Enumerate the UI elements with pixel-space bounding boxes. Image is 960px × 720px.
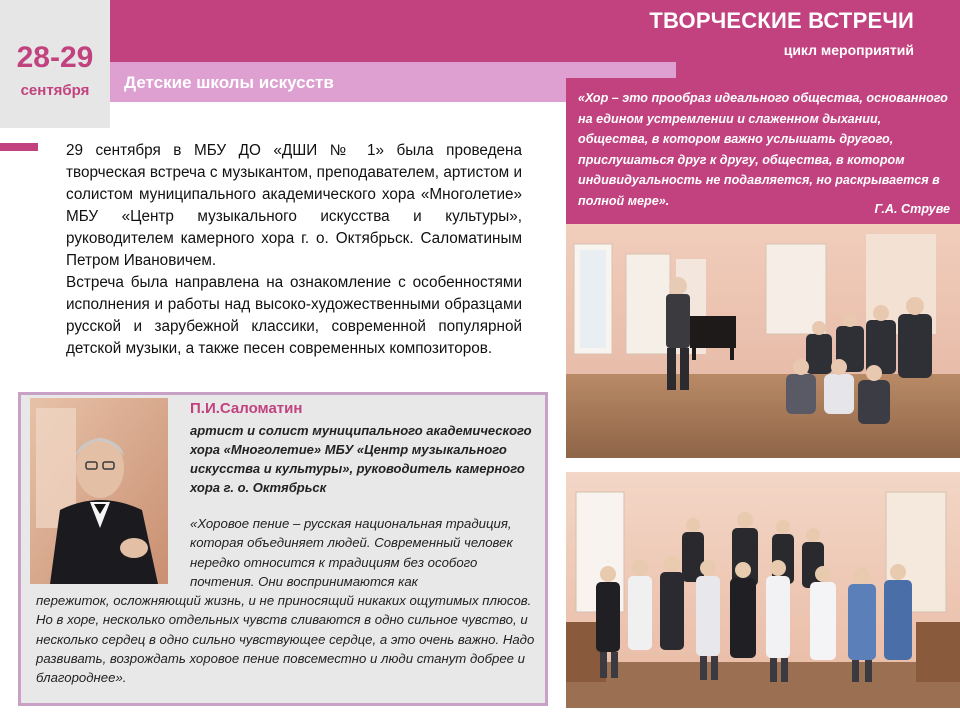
quote-author: Г.А. Струве	[874, 202, 950, 216]
page-title: ТВОРЧЕСКИЕ ВСТРЕЧИ	[649, 8, 914, 33]
bio-name: П.И.Саломатин	[190, 400, 303, 417]
portrait-photo	[30, 398, 168, 584]
rehearsal-photo	[566, 224, 960, 458]
quote-box	[566, 78, 960, 224]
quote-text: «Хор – это прообраз идеального общества, основанного на едином устремлении и слаженном дыхании, общества, в котором важно услышать другого, прислушаться друг к другу, общества, в котором индивидуальность не подавляется, но раскрывается в полной мере».	[578, 91, 948, 208]
article-paragraph-1: 29 сентября в МБУ ДО «ДШИ № 1» была проведена творческая встреча с музыкантом, преподавателем, артистом и солистом муниципального академического хора «Многолетие» МБУ «Центр музыкального искусства и культуры», руководителем камерного хора г. о. Октябрьск. Саломатиным Петром Ивановичем.	[66, 142, 522, 269]
group-photo	[566, 472, 960, 708]
accent-stripe	[676, 62, 960, 78]
event-month: сентября	[20, 82, 90, 99]
bio-role: артист и солист муниципального академического хора «Многолетие» МБУ «Центр музыкального искусства и культуры», руководитель камерного хора г. о. Октябрьск	[190, 423, 532, 495]
bio-quote-start: «Хоровое пение – русская национальная традиция, которая объединяет людей. Современный человек нередко относится к традициям без особого почтения. Они воспринимаются как	[190, 516, 513, 589]
page-subtitle: цикл мероприятий	[783, 42, 914, 58]
section-title: Детские школы искусств	[124, 73, 334, 92]
event-date: 28-29	[16, 41, 94, 74]
bio-quote-end: пережиток, осложняющий жизнь, и не приносящий никаких ощутимых плюсов. Но в хоре, несколько отдельных чувств сливаются в одно сильное чувство, и несколько сердец в одно сильно чувствующее сердце, а это очень важно. Надо развивать, возрождать хоровое пение повсеместно и люди станут добрее и благороднее».	[36, 593, 535, 686]
bullet-marker	[0, 143, 38, 151]
article-body	[66, 140, 522, 360]
date-box	[0, 0, 110, 128]
article-paragraph-2: Встреча была направлена на ознакомление с особенностями исполнения и работы над высоко-художественными образцами русской и зарубежной классики, современной популярной детской музыки, а также песен современных композиторов.	[66, 274, 522, 357]
